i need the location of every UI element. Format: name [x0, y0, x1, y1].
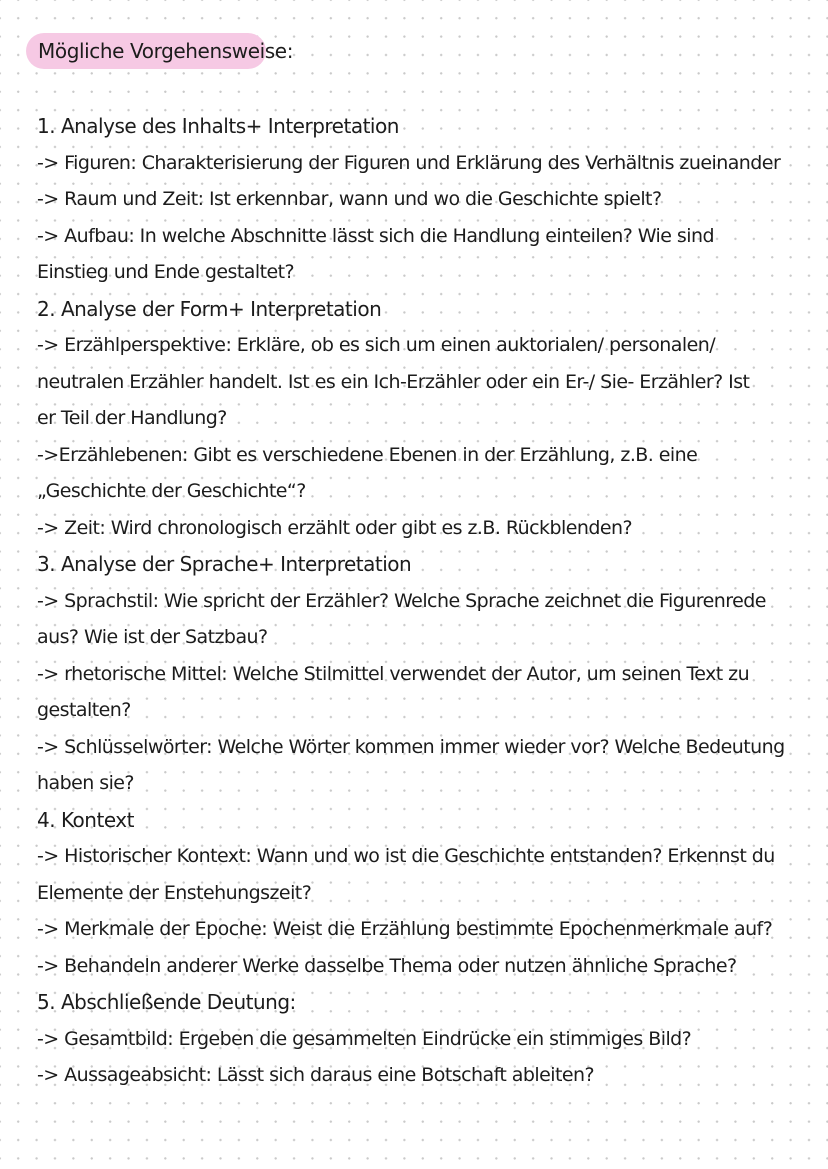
note-line: -> Zeit: Wird chronologisch erzählt oder gibt es z.B. Rückblenden? [37, 516, 633, 539]
note-line: -> Historischer Kontext: Wann und wo ist die Geschichte entstanden? Erkennst du [37, 845, 775, 867]
note-line: aus? Wie ist der Satzbau? [37, 626, 268, 648]
note-line: gestalten? [37, 699, 131, 721]
section-heading: 3. Analyse der Sprache+ Interpretation [37, 552, 412, 576]
page-title: Mögliche Vorgehensweise: [38, 39, 294, 63]
note-line: -> Schlüsselwörter: Welche Wörter kommen immer wieder vor? Welche Bedeutung [37, 735, 785, 758]
note-line: -> Gesamtbild: Ergeben die gesammelten Eindrücke ein stimmiges Bild? [37, 1027, 692, 1050]
note-line: -> Merkmale der Epoche: Weist die Erzählung bestimmte Epochenmerkmale auf? [37, 918, 773, 940]
title-block [28, 31, 293, 71]
note-line: Elemente der Enstehungszeit? [37, 881, 312, 904]
note-line: -> Raum und Zeit: Ist erkennbar, wann und wo die Geschichte spielt? [37, 188, 662, 210]
note-line: neutralen Erzähler handelt. Ist es ein Ich-Erzähler oder ein Er-/ Sie- Erzähler? Ist [37, 370, 750, 393]
note-line: Einstieg und Ende gestaltet? [37, 261, 295, 283]
note-line: „Geschichte der Geschichte“? [37, 480, 306, 502]
note-line: -> Aufbau: In welche Abschnitte lässt sich die Handlung einteilen? Wie sind [37, 224, 714, 247]
note-line: haben sie? [37, 772, 134, 794]
note-lines [37, 108, 802, 1094]
note-line: -> Behandeln anderer Werke dasselbe Thema oder nutzen ähnliche Sprache? [37, 954, 737, 977]
note-line: er Teil der Handlung? [37, 407, 227, 429]
section-heading: 1. Analyse des Inhalts+ Interpretation [37, 114, 399, 138]
section-heading: 5. Abschließende Deutung: [37, 990, 296, 1014]
note-line: -> rhetorische Mittel: Welche Stilmittel verwendet der Autor, um seinen Text zu [37, 662, 750, 685]
section-heading: 2. Analyse der Form+ Interpretation [37, 296, 382, 321]
note-line: -> Aussageabsicht: Lässt sich daraus eine Botschaft ableiten? [37, 1064, 595, 1086]
note-line: -> Sprachstil: Wie spricht der Erzähler? Welche Sprache zeichnet die Figurenrede [37, 589, 766, 612]
note-line: -> Erzählperspektive: Erkläre, ob es sich um einen auktorialen/ personalen/ [37, 334, 716, 356]
note-line: ->Erzählebenen: Gibt es verschiedene Ebenen in der Erzählung, z.B. eine [37, 443, 698, 466]
note-line: -> Figuren: Charakterisierung der Figuren und Erklärung des Verhältnis zueinander [37, 151, 781, 174]
section-heading: 4. Kontext [37, 807, 134, 832]
